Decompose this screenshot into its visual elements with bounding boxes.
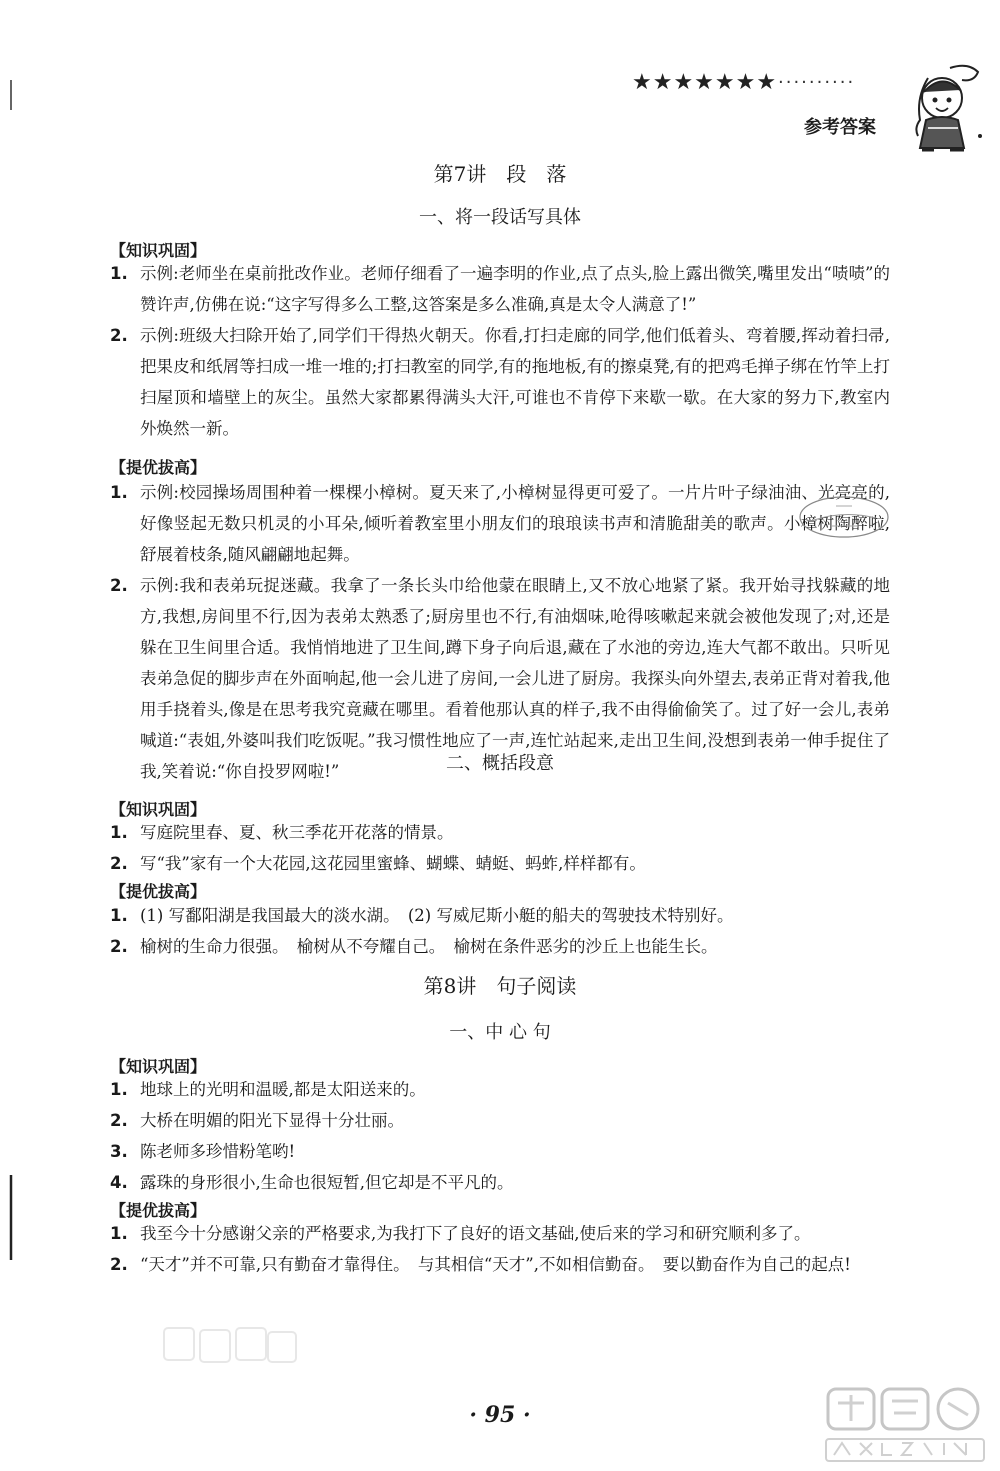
item-text: (1) 写鄱阳湖是我国最大的淡水湖。 (2) 写威尼斯小艇的船夫的驾驶技术特别好。 [140, 906, 734, 925]
item-text: 露珠的身形很小,生命也很短暂,但它却是不平凡的。 [140, 1173, 514, 1192]
answer-list [110, 1218, 890, 1280]
list-item [110, 1105, 890, 1136]
knowledge-consolidation-tag: 【知识巩固】 [110, 800, 207, 819]
section-write-paragraph-title: 一、将一段话写具体 [419, 207, 581, 228]
answer-list [110, 1074, 890, 1198]
item-number: 4. [110, 1173, 128, 1192]
lecture-8-title: 第8讲 句子阅读 [423, 974, 577, 998]
list-item [110, 1074, 890, 1105]
knowledge-consolidation-tag: 【知识巩固】 [110, 1057, 207, 1076]
item-number: 2. [110, 326, 128, 345]
item-number: 3. [110, 1142, 128, 1161]
item-number: 2. [110, 854, 128, 873]
handwritten-stamp-mark [796, 490, 892, 544]
item-text: 陈老师多珍惜粉笔哟! [140, 1142, 296, 1161]
answer-list [110, 477, 890, 787]
item-number: 2. [110, 1111, 128, 1130]
list-item [110, 1167, 890, 1198]
rating-stars: ★★★★★★★ [632, 70, 778, 95]
page-header [0, 0, 1000, 170]
item-text: 示例:校园操场周围种着一棵棵小樟树。夏天来了,小樟树显得更可爱了。一片片叶子绿油油、光亮亮的,好像竖起无数只机灵的小耳朵,倾听着教室里小朋友们的琅琅读书声和清脆甜美的歌声。小樟树陶醉啦,舒展着枝条,随风翩翩地起舞。 [140, 483, 890, 564]
item-text: 示例:班级大扫除开始了,同学们干得热火朝天。你看,打扫走廊的同学,他们低着头、弯着腰,挥动着扫帚,把果皮和纸屑等扫成一堆一堆的;打扫教室的同学,有的拖地板,有的擦桌凳,有的把鸡毛掸子绑在竹竿上打扫屋顶和墙壁上的灰尘。虽然大家都累得满头大汗,可谁也不肯停下来歇一歇。在大家的努力下,教室内外焕然一新。 [140, 326, 890, 438]
answer-section-label: 参考答案 [804, 117, 876, 138]
binding-margin-marks [8, 80, 14, 1260]
item-number: 1. [110, 1080, 128, 1099]
advanced-improvement-tag: 【提优拔高】 [110, 458, 207, 477]
girl-mascot-icon [898, 58, 984, 156]
knowledge-consolidation-tag: 【知识巩固】 [110, 241, 207, 260]
list-item [110, 900, 890, 931]
item-text: “天才”并不可靠,只有勤奋才靠得住。 与其相信“天才”,不如相信勤奋。 要以勤奋作为自己的起点! [140, 1255, 851, 1274]
item-number: 2. [110, 1255, 128, 1274]
faint-stamp-mark [160, 1318, 300, 1378]
list-item [110, 320, 890, 444]
answer-list [110, 817, 890, 879]
section-summarize-paragraph-title: 二、概括段意 [446, 753, 554, 774]
item-text: 示例:老师坐在桌前批改作业。老师仔细看了一遍李明的作业,点了点头,脸上露出微笑,嘴里发出“啧啧”的赞许声,仿佛在说:“这字写得多么工整,这答案是多么准确,真是太令人满意了!” [140, 264, 890, 314]
item-number: 1. [110, 264, 128, 283]
site-watermark-logo [820, 1385, 990, 1467]
item-text: 地球上的光明和温暖,都是太阳送来的。 [140, 1080, 426, 1099]
list-item [110, 258, 890, 320]
section-central-sentence-title: 一、中 心 句 [449, 1022, 551, 1043]
list-item [110, 1136, 890, 1167]
answer-list [110, 258, 890, 444]
lecture-7-title: 第7讲 段 落 [433, 162, 567, 186]
item-number: 2. [110, 937, 128, 956]
list-item [110, 817, 890, 848]
item-text: 写“我”家有一个大花园,这花园里蜜蜂、蝴蝶、蜻蜓、蚂蚱,样样都有。 [140, 854, 646, 873]
advanced-improvement-tag: 【提优拔高】 [110, 1201, 207, 1220]
item-text: 我至今十分感谢父亲的严格要求,为我打下了良好的语文基础,使后来的学习和研究顺利多了。 [140, 1224, 811, 1243]
item-text: 写庭院里春、夏、秋三季花开花落的情景。 [140, 823, 454, 842]
item-text: 大桥在明媚的阳光下显得十分壮丽。 [140, 1111, 404, 1130]
item-number: 1. [110, 1224, 128, 1243]
list-item [110, 1249, 890, 1280]
list-item [110, 477, 890, 570]
item-number: 1. [110, 906, 128, 925]
answer-list [110, 900, 890, 962]
item-number: 2. [110, 576, 128, 595]
advanced-improvement-tag: 【提优拔高】 [110, 882, 207, 901]
item-number: 1. [110, 823, 128, 842]
item-number: 1. [110, 483, 128, 502]
list-item [110, 931, 890, 962]
list-item [110, 1218, 890, 1249]
header-dotted-leader: ·········· [778, 72, 856, 93]
item-text: 示例:我和表弟玩捉迷藏。我拿了一条长头巾给他蒙在眼睛上,又不放心地紧了紧。我开始寻找躲藏的地方,我想,房间里不行,因为表弟太熟悉了;厨房里也不行,有油烟味,呛得咳嗽起来就会被他发现了;对,还是躲在卫生间里合适。我悄悄地进了卫生间,蹲下身子向后退,藏在了水池的旁边,连大气都不敢出。只听见表弟急促的脚步声在外面响起,他一会儿进了房间,一会儿进了厨房。我探头向外望去,表弟正背对着我,他用手挠着头,像是在思考我究竟藏在哪里。看着他那认真的样子,我不由得偷偷笑了。过了好一会儿,表弟喊道:“表姐,外婆叫我们吃饭呢。”我习惯性地应了一声,连忙站起来,走出卫生间,没想到表弟一伸手捉住了我,笑着说:“你自投罗网啦!” [140, 576, 890, 781]
item-text: 榆树的生命力很强。 榆树从不夸耀自己。 榆树在条件恶劣的沙丘上也能生长。 [140, 937, 718, 956]
list-item [110, 848, 890, 879]
page-number: · 95 · [469, 1402, 531, 1428]
